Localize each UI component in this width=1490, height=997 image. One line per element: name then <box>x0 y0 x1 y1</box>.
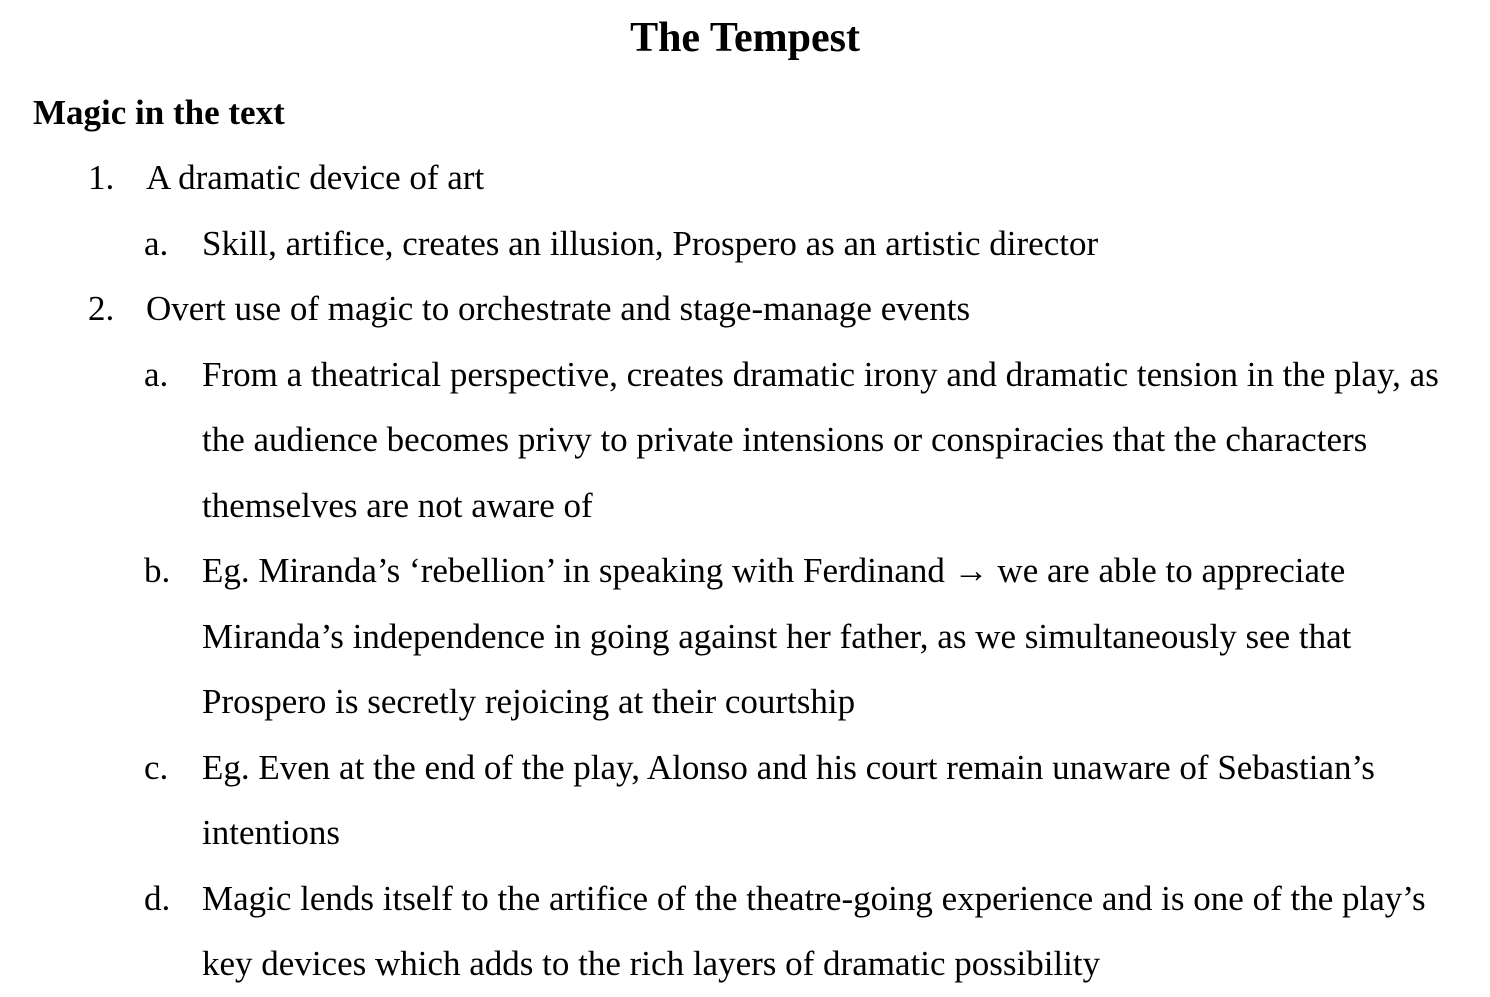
list-item-text: Overt use of magic to orchestrate and stage-manage events <box>146 289 971 328</box>
sub-list-item <box>0 866 1490 997</box>
list-item-text: A dramatic device of art <box>146 158 485 197</box>
sub-list-marker: b. <box>144 551 171 590</box>
list-item <box>0 276 1490 342</box>
list-marker: 1. <box>88 158 115 197</box>
sub-list-item-text: Magic lends itself to the artifice of the theatre-going experience and is one of the play’s key devices which adds to the rich layers of dramatic possibility <box>202 878 1426 983</box>
sub-list-item-text: Eg. Miranda’s ‘rebellion’ in speaking with Ferdinand → we are able to appreciate Miranda’s independence in going against her father, as we simultaneously see that Prospero is secretly rejoicing at their courtship <box>202 551 1352 721</box>
sub-list-marker: a. <box>144 354 169 394</box>
sub-list-item <box>0 342 1490 539</box>
sub-list-item-text: From a theatrical perspective, creates dramatic irony and dramatic tension in the play, as the audience becomes privy to private intensions or conspiracies that the characters themselves are not aware of <box>202 354 1439 525</box>
sub-list-marker: a. <box>144 223 169 263</box>
sub-list-item <box>0 211 1490 277</box>
sub-list-marker: c. <box>144 747 169 787</box>
list-marker: 2. <box>88 289 115 328</box>
sub-list-item <box>0 538 1490 735</box>
section-heading: Magic in the text <box>33 93 285 132</box>
list-item <box>0 145 1490 211</box>
sub-list-item-text: Eg. Even at the end of the play, Alonso and his court remain unaware of Sebastian’s intentions <box>202 747 1375 852</box>
outline-list <box>0 145 1490 997</box>
sub-list-marker: d. <box>144 878 171 918</box>
document-title: The Tempest <box>630 15 860 61</box>
sub-list-item <box>0 735 1490 866</box>
sub-list-item-text: Skill, artifice, creates an illusion, Prospero as an artistic director <box>202 223 1099 263</box>
